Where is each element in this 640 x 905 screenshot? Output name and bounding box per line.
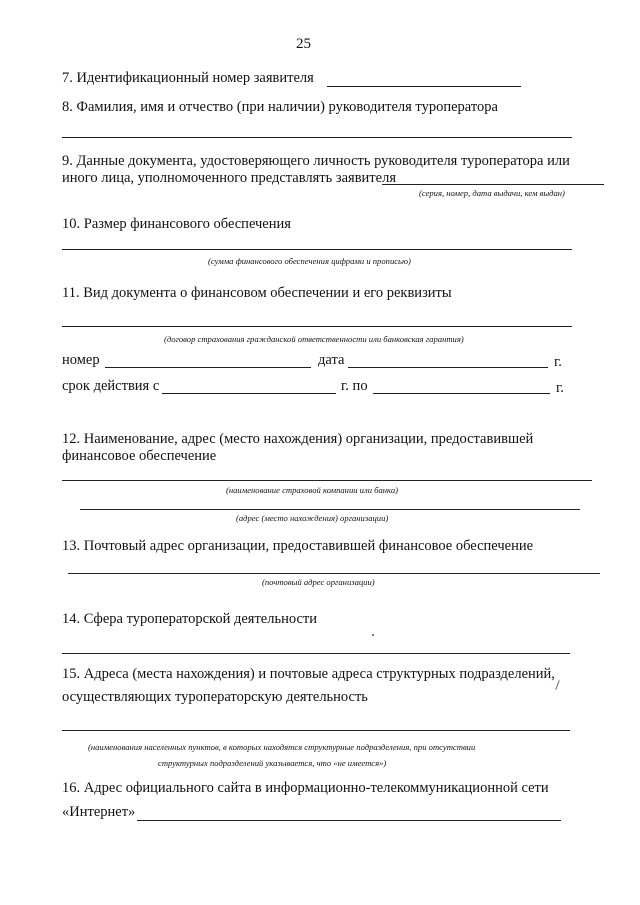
- document-number-field[interactable]: [105, 367, 311, 368]
- validity-to-field[interactable]: [373, 393, 550, 394]
- item-15-caption-1: (наименования населенных пунктов, в которых находятся структурные подразделения, при отсутствии: [88, 742, 476, 752]
- identity-document-field[interactable]: [382, 184, 604, 185]
- number-label: номер: [62, 352, 100, 368]
- activity-sphere-field[interactable]: [62, 653, 570, 654]
- document-date-field[interactable]: [348, 367, 548, 368]
- validity-to-label: г. по: [341, 378, 368, 394]
- item-12-label-line1: 12. Наименование, адрес (место нахождения) организации, предоставившей: [62, 431, 534, 447]
- item-15-label-line1: 15. Адреса (места нахождения) и почтовые адреса структурных подразделений,: [62, 666, 555, 682]
- item-8-label: 8. Фамилия, имя и отчество (при наличии) руководителя туроператора: [62, 99, 498, 115]
- item-7-label: 7. Идентификационный номер заявителя: [62, 70, 314, 86]
- validity-label: срок действия с: [62, 378, 160, 394]
- item-13-caption: (почтовый адрес организации): [262, 577, 375, 587]
- item-10-caption: (сумма финансового обеспечения цифрами и прописью): [208, 256, 411, 266]
- year-suffix-2: г.: [556, 380, 564, 396]
- structural-units-field[interactable]: [62, 730, 570, 731]
- financial-document-type-field[interactable]: [62, 326, 572, 327]
- item-9-label-line1: 9. Данные документа, удостоверяющего личность руководителя туроператора или: [62, 153, 570, 169]
- item-13-label: 13. Почтовый адрес организации, предоставившей финансовое обеспечение: [62, 538, 534, 554]
- item-9-caption: (серия, номер, дата выдачи, кем выдан): [419, 188, 565, 198]
- postal-address-field[interactable]: [68, 573, 600, 574]
- organization-address-field[interactable]: [80, 509, 580, 510]
- item-15-label-line2: осуществляющих туроператорскую деятельность: [62, 689, 368, 705]
- director-name-field[interactable]: [62, 137, 572, 138]
- item-12-label-line2: финансовое обеспечение: [62, 448, 217, 464]
- scan-speck: [372, 634, 374, 636]
- item-15-caption-2: структурных подразделений указывается, что «не имеется»): [158, 758, 387, 768]
- item-16-label-line1: 16. Адрес официального сайта в информационно-телекоммуникационной сети: [62, 780, 549, 796]
- item-12-caption-2: (адрес (место нахождения) организации): [236, 513, 389, 523]
- website-field[interactable]: [137, 820, 561, 821]
- applicant-id-field[interactable]: [327, 86, 521, 87]
- year-suffix-1: г.: [554, 354, 562, 370]
- item-12-caption-1: (наименование страховой компании или банка): [226, 485, 399, 495]
- page-number: 25: [296, 36, 311, 52]
- item-16-label-line2: «Интернет»: [62, 804, 136, 820]
- date-label: дата: [318, 352, 345, 368]
- item-14-label: 14. Сфера туроператорской деятельности: [62, 611, 317, 627]
- validity-from-field[interactable]: [162, 393, 336, 394]
- scan-mark: [555, 680, 559, 690]
- item-9-label-line2: иного лица, уполномоченного представлять заявителя: [62, 170, 396, 186]
- item-11-label: 11. Вид документа о финансовом обеспечении и его реквизиты: [62, 285, 452, 301]
- financial-amount-field[interactable]: [62, 249, 572, 250]
- organization-name-field[interactable]: [62, 480, 592, 481]
- item-11-caption: (договор страхования гражданской ответственности или банковская гарантия): [164, 334, 464, 344]
- item-10-label: 10. Размер финансового обеспечения: [62, 216, 291, 232]
